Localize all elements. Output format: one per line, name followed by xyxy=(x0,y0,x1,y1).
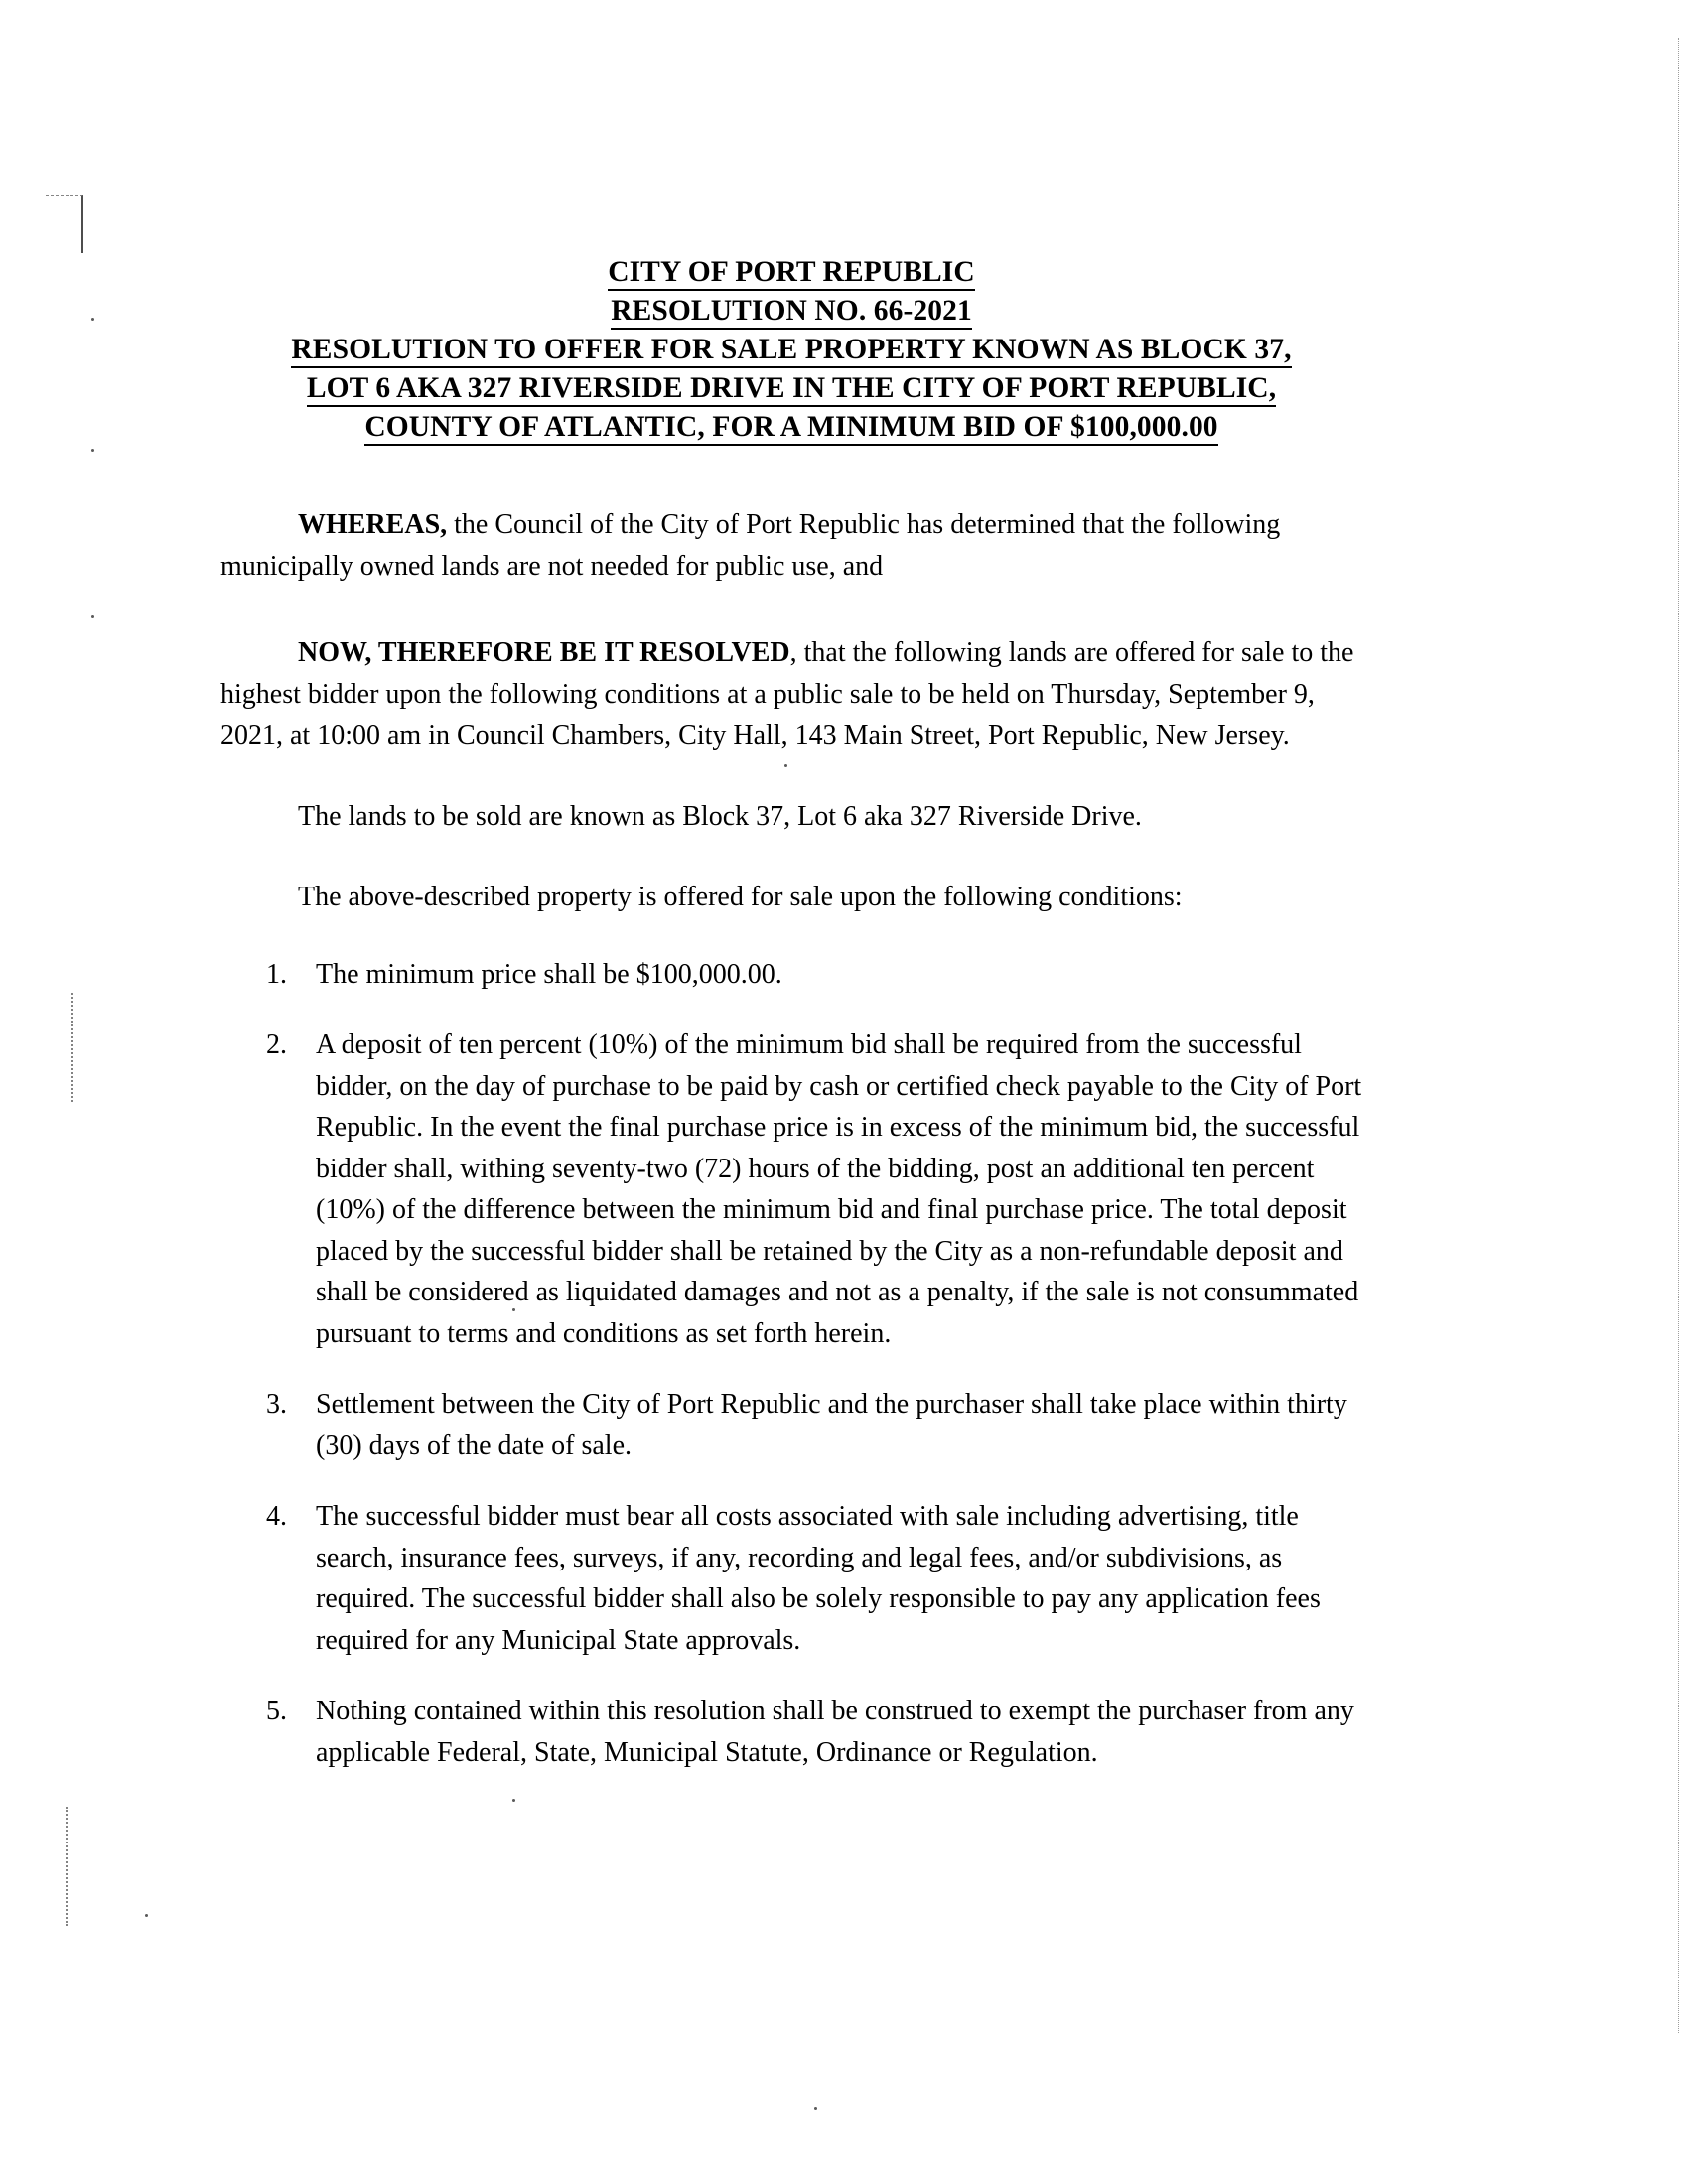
whereas-body: the Council of the City of Port Republic has determined that the following municipally owned lands are not needed for public use, and xyxy=(220,509,1281,582)
list-item-text: The minimum price shall be $100,000.00. xyxy=(316,958,782,990)
list-item xyxy=(220,1496,1362,1661)
list-item-text: Settlement between the City of Port Republic and the purchaser shall take place within thirty (30) days of the date of sale. xyxy=(316,1389,1347,1461)
list-item-number: 4. xyxy=(266,1501,287,1532)
document-body xyxy=(220,253,1362,1773)
list-item xyxy=(220,1384,1362,1466)
resolved-body: , that the following lands are offered for sale to the highest bidder upon the following conditions at a public sale to be held on Thursday, September 9, 2021, at 10:00 am in Council Chambers, City Hall, 143 Main Street, Port Republic, New Jersey. xyxy=(220,637,1354,751)
list-item-number: 3. xyxy=(266,1389,287,1420)
scan-speck xyxy=(145,1914,148,1917)
title-line-5 xyxy=(220,408,1362,447)
list-item-number: 1. xyxy=(266,958,287,990)
list-item-text: A deposit of ten percent (10%) of the minimum bid shall be required from the successful bidder, on the day of purchase to be paid by cash or certified check payable to the City of Port Republic. In the event the final purchase price is in excess of the minimum bid, the successful bidder shall, withing seventy-two (72) hours of the bidding, post an additional ten percent (10%) of the difference between the minimum bid and final purchase price. The total deposit placed by the successful bidder shall be retained by the City as a non-refundable deposit and shall be considered as liquidated damages and not as a penalty, if the sale is not consummated pursuant to terms and conditions as set forth herein. xyxy=(316,1029,1362,1349)
title-line-3-text: RESOLUTION TO OFFER FOR SALE PROPERTY KNOWN AS BLOCK 37, xyxy=(291,334,1291,368)
scan-speck xyxy=(512,1799,515,1802)
title-line-4 xyxy=(220,369,1362,408)
title-line-4-text: LOT 6 AKA 327 RIVERSIDE DRIVE IN THE CITY OF PORT REPUBLIC, xyxy=(307,372,1276,407)
list-item-number: 5. xyxy=(266,1696,287,1726)
whereas-lead: WHEREAS, xyxy=(298,509,448,540)
scan-edge-line-right xyxy=(1678,38,1680,2033)
resolved-lead: NOW, THEREFORE BE IT RESOLVED xyxy=(298,637,790,668)
list-item-text: Nothing contained within this resolution shall be construed to exempt the purchaser from any applicable Federal, State, Municipal Statute, Ordinance or Regulation. xyxy=(316,1696,1354,1768)
list-item xyxy=(220,1024,1362,1354)
scan-speck xyxy=(91,449,94,452)
list-item-number: 2. xyxy=(266,1029,287,1060)
conditions-list xyxy=(220,954,1362,1774)
scan-speck xyxy=(91,615,94,618)
resolved-paragraph xyxy=(220,632,1362,756)
title-line-1 xyxy=(220,253,1362,292)
scan-speck xyxy=(814,2107,817,2110)
scan-corner-mark-top-left xyxy=(46,195,83,253)
scan-margin-mark-lower-left xyxy=(66,1807,68,1926)
scan-speck xyxy=(91,318,94,321)
scan-margin-mark-upper-left xyxy=(71,993,73,1102)
title-line-3 xyxy=(220,331,1362,369)
whereas-paragraph xyxy=(220,504,1362,587)
lands-paragraph: The lands to be sold are known as Block 37, Lot 6 aka 327 Riverside Drive. xyxy=(298,800,1142,832)
title-line-1-text: CITY OF PORT REPUBLIC xyxy=(608,256,975,291)
list-item xyxy=(220,1691,1362,1773)
title-line-2 xyxy=(220,292,1362,331)
conditions-intro-paragraph: The above-described property is offered for sale upon the following conditions: xyxy=(298,882,1183,912)
list-item-text: The successful bidder must bear all costs associated with sale including advertising, title search, insurance fees, surveys, if any, recording and legal fees, and/or subdivisions, as required. The successful bidder shall also be solely responsible to pay any application fees required for any Municipal State approvals. xyxy=(316,1501,1321,1656)
document-title xyxy=(220,253,1362,447)
title-line-5-text: COUNTY OF ATLANTIC, FOR A MINIMUM BID OF $100,000.00 xyxy=(364,411,1217,446)
list-item xyxy=(220,954,1362,996)
title-line-2-text: RESOLUTION NO. 66-2021 xyxy=(611,295,972,330)
